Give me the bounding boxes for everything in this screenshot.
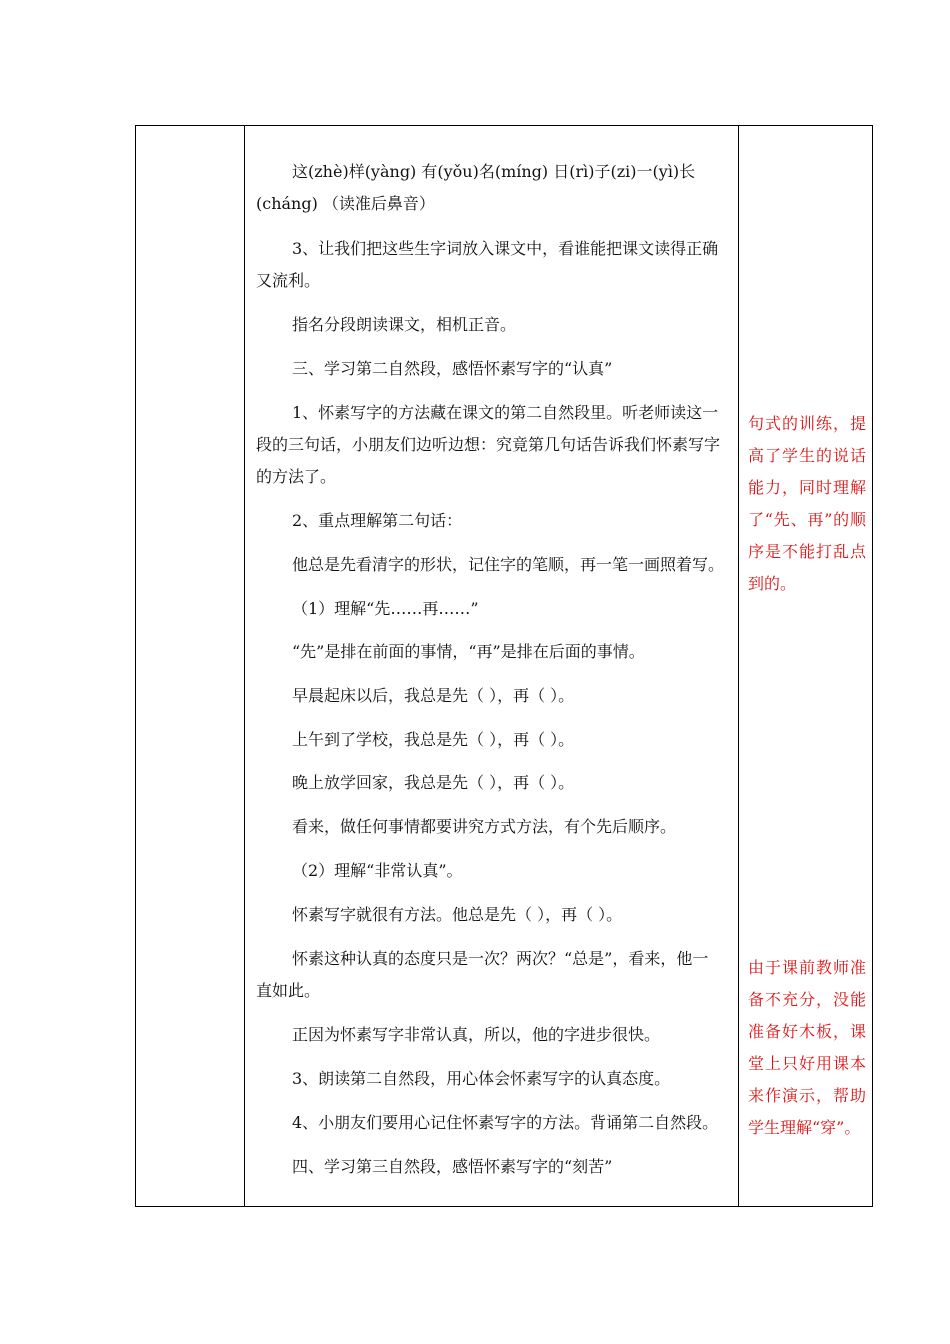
content-line: 他总是先看清字的形状，记住字的笔顺，再一笔一画照着写。 <box>292 555 725 574</box>
content-line: 上午到了学校，我总是先（ ），再（ ）。 <box>292 730 575 749</box>
section-heading: 三、学习第二自然段，感悟怀素写字的“认真” <box>292 359 613 378</box>
content-line: 1、怀素写字的方法藏在课文的第二自然段里。听老师读这一 <box>292 403 719 422</box>
content-line: 这(zhè)样(yàng) 有(yǒu)名(míng) 日(rì)子(zi)一(yì)长 <box>292 162 696 181</box>
lesson-table <box>135 125 873 1207</box>
content-line: 直如此。 <box>256 981 321 1000</box>
content-line: （2）理解“非常认真”。 <box>292 861 463 880</box>
content-line: 3、朗读第二自然段，用心体会怀素写字的认真态度。 <box>292 1069 671 1088</box>
content-line: 又流利。 <box>256 271 321 290</box>
content-line: 早晨起床以后，我总是先（ ），再（ ）。 <box>292 686 575 705</box>
content-line: 4、小朋友们要用心记住怀素写字的方法。背诵第二自然段。 <box>292 1113 719 1132</box>
reflection-note: 句式的训练，提高了学生的说话能力，同时理解了“先、再”的顺序是不能打乱点到的。 <box>748 414 866 593</box>
content-line: 正因为怀素写字非常认真，所以，他的字进步很快。 <box>292 1025 661 1044</box>
content-line: （1）理解“先……再……” <box>292 599 479 618</box>
content-line: 怀素写字就很有方法。他总是先（ ），再（ ）。 <box>292 905 623 924</box>
content-line: 2、重点理解第二句话： <box>292 511 463 530</box>
content-line: 段的三句话，小朋友们边听边想：究竟第几句话告诉我们怀素写字 <box>256 435 721 454</box>
reflection-notes-column <box>739 126 872 1206</box>
content-line: 的方法了。 <box>256 467 337 486</box>
content-line: “先”是排在前面的事情，“再”是排在后面的事情。 <box>292 642 645 661</box>
lesson-content-column <box>245 126 739 1206</box>
content-line: 怀素这种认真的态度只是一次？两次？“总是”，看来，他一 <box>292 949 709 968</box>
reflection-note: 由于课前教师准备不充分，没能准备好木板，课堂上只好用课本来作演示，帮助学生理解“穿”。 <box>748 958 866 1137</box>
left-column <box>136 126 245 1206</box>
content-line: 晚上放学回家，我总是先（ ），再（ ）。 <box>292 773 575 792</box>
section-heading: 四、学习第三自然段，感悟怀素写字的“刻苦” <box>292 1157 613 1176</box>
content-line: (cháng) （读准后鼻音） <box>256 194 435 213</box>
content-line: 看来，做任何事情都要讲究方式方法，有个先后顺序。 <box>292 817 677 836</box>
content-line: 3、让我们把这些生字词放入课文中，看谁能把课文读得正确 <box>292 239 719 258</box>
content-line: 指名分段朗读课文，相机正音。 <box>292 315 517 334</box>
